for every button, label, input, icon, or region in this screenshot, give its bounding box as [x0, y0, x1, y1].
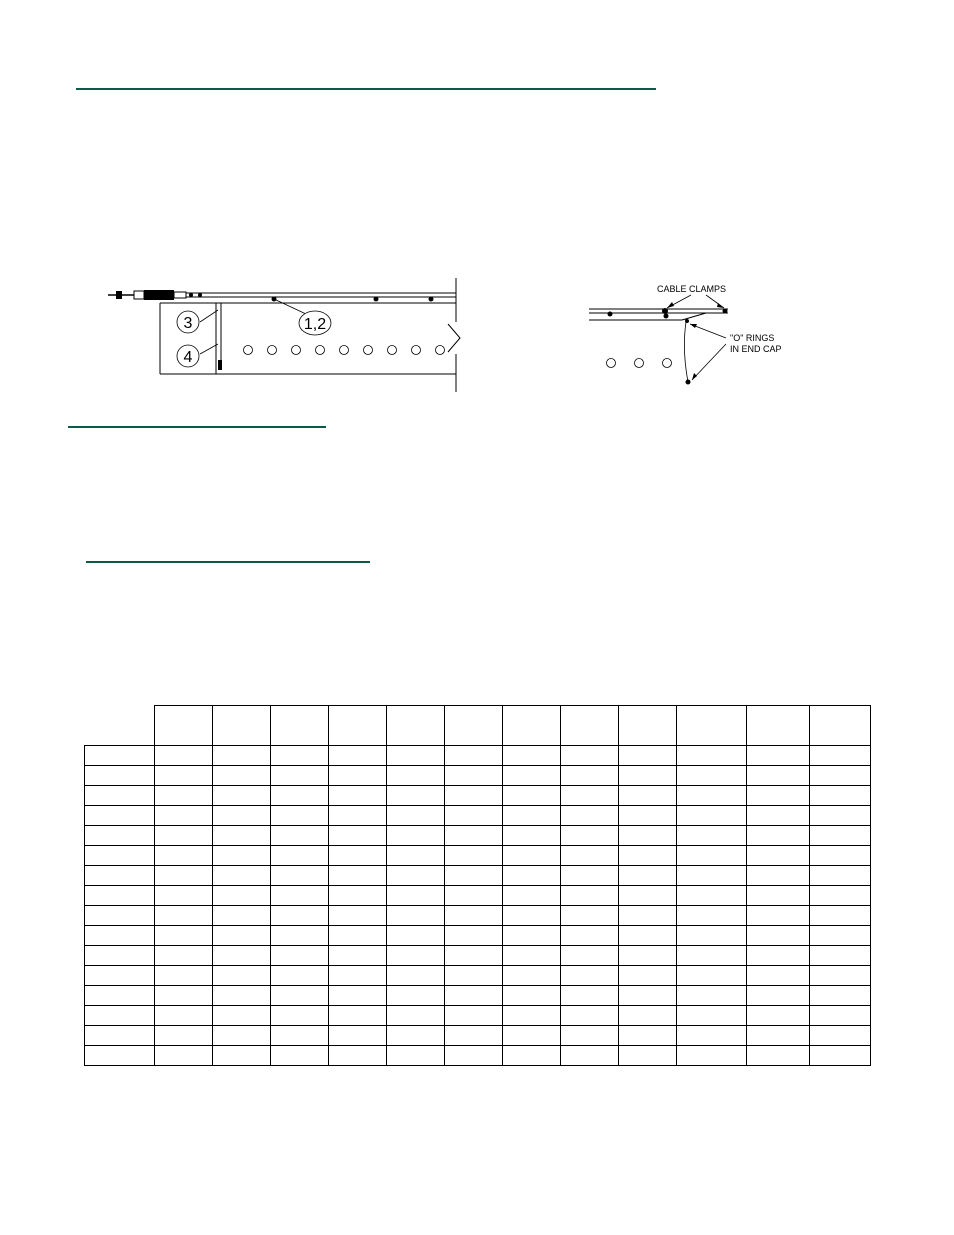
- table-header-cell: [445, 706, 503, 746]
- table-cell: [747, 946, 810, 966]
- table-cell: [155, 866, 213, 886]
- table-row-label-cell: [85, 966, 155, 986]
- table-row: [85, 1026, 871, 1046]
- table-cell: [677, 746, 747, 766]
- table-cell: [445, 866, 503, 886]
- table-row-label-cell: [85, 746, 155, 766]
- table-row-label-cell: [85, 846, 155, 866]
- table-cell: [445, 906, 503, 926]
- table-cell: [155, 886, 213, 906]
- table-cell: [155, 766, 213, 786]
- table-cell: [155, 906, 213, 926]
- table-row: [85, 906, 871, 926]
- table-cell: [155, 806, 213, 826]
- table-cell: [329, 866, 387, 886]
- table-cell: [619, 1026, 677, 1046]
- table-row-label-cell: [85, 986, 155, 1006]
- table-cell: [747, 746, 810, 766]
- table-cell: [329, 1006, 387, 1026]
- table-cell: [810, 826, 871, 846]
- table-cell: [677, 806, 747, 826]
- table-cell: [155, 1026, 213, 1046]
- table-cell: [213, 1006, 271, 1026]
- table-cell: [561, 906, 619, 926]
- table-cell: [810, 766, 871, 786]
- table-cell: [445, 766, 503, 786]
- table-cell: [810, 906, 871, 926]
- table-cell: [561, 886, 619, 906]
- table-header-row: [85, 706, 871, 746]
- table-cell: [213, 866, 271, 886]
- table-cell: [677, 786, 747, 806]
- table-cell: [387, 1026, 445, 1046]
- table-cell: [213, 766, 271, 786]
- table-cell: [503, 926, 561, 946]
- section-heading-rule-1: [76, 88, 656, 90]
- table-cell: [329, 1026, 387, 1046]
- table-cell: [387, 806, 445, 826]
- table-cell: [271, 1026, 329, 1046]
- table-header-cell: [213, 706, 271, 746]
- table-cell: [810, 806, 871, 826]
- table-cell: [810, 966, 871, 986]
- table-cell: [445, 846, 503, 866]
- table-row-label-cell: [85, 1046, 155, 1066]
- table-cell: [387, 906, 445, 926]
- table-row: [85, 866, 871, 886]
- table-row-label-cell: [85, 906, 155, 926]
- table-row-label-cell: [85, 866, 155, 886]
- table-cell: [619, 946, 677, 966]
- section-heading-rule-2: [68, 426, 326, 428]
- table-cell: [619, 1046, 677, 1066]
- table-cell: [503, 906, 561, 926]
- end-cap-hole-row: [607, 359, 672, 368]
- table-row: [85, 986, 871, 1006]
- table-cell: [810, 986, 871, 1006]
- table-cell: [561, 986, 619, 1006]
- table-cell: [810, 926, 871, 946]
- table-cell: [619, 766, 677, 786]
- table-cell: [747, 766, 810, 786]
- table-row: [85, 806, 871, 826]
- table-cell: [747, 866, 810, 886]
- table-cell: [677, 826, 747, 846]
- table-cell: [155, 786, 213, 806]
- table-row-label-cell: [85, 766, 155, 786]
- table-cell: [619, 926, 677, 946]
- table-cell: [213, 746, 271, 766]
- beam-hole-row: [244, 346, 445, 355]
- table-cell: [619, 986, 677, 1006]
- table-header-cell: [329, 706, 387, 746]
- callout-4: 4: [183, 349, 193, 366]
- table-cell: [677, 986, 747, 1006]
- table-cell: [561, 1006, 619, 1026]
- table-cell: [503, 1006, 561, 1026]
- table-header-cell: [387, 706, 445, 746]
- table-cell: [747, 926, 810, 946]
- table-cell: [213, 966, 271, 986]
- table-cell: [271, 886, 329, 906]
- table-row-label-cell: [85, 826, 155, 846]
- table-cell: [271, 986, 329, 1006]
- table-cell: [213, 986, 271, 1006]
- table-cell: [155, 1046, 213, 1066]
- table-row: [85, 926, 871, 946]
- table-cell: [561, 866, 619, 886]
- table-cell: [329, 746, 387, 766]
- table-header-cell: [271, 706, 329, 746]
- table-header-cell: [677, 706, 747, 746]
- table-row-label-cell: [85, 786, 155, 806]
- table-cell: [445, 1026, 503, 1046]
- table-row: [85, 886, 871, 906]
- table-cell: [810, 1046, 871, 1066]
- table-row: [85, 786, 871, 806]
- table-cell: [677, 1046, 747, 1066]
- table-cell: [561, 926, 619, 946]
- table-cell: [329, 806, 387, 826]
- table-header-cell: [503, 706, 561, 746]
- table-cell: [561, 746, 619, 766]
- table-cell: [503, 846, 561, 866]
- table-cell: [619, 906, 677, 926]
- table-header-cell: [747, 706, 810, 746]
- table-cell: [155, 926, 213, 946]
- table-cell: [329, 1046, 387, 1066]
- table-cell: [271, 926, 329, 946]
- table-row-label-cell: [85, 1026, 155, 1046]
- table-cell: [747, 786, 810, 806]
- end-cap-detail-diagram: [586, 280, 816, 392]
- table-cell: [271, 1046, 329, 1066]
- table-cell: [155, 966, 213, 986]
- table-row: [85, 1046, 871, 1066]
- table-row-label-cell: [85, 886, 155, 906]
- table-cell: [503, 806, 561, 826]
- table-cell: [677, 846, 747, 866]
- table-cell: [155, 946, 213, 966]
- table-cell: [619, 806, 677, 826]
- table-cell: [677, 926, 747, 946]
- table-row: [85, 826, 871, 846]
- table-cell: [810, 786, 871, 806]
- table-cell: [503, 946, 561, 966]
- table-cell: [271, 846, 329, 866]
- table-cell: [329, 966, 387, 986]
- table-cell: [213, 826, 271, 846]
- table-cell: [677, 886, 747, 906]
- table-cell: [747, 966, 810, 986]
- table-cell: [561, 1046, 619, 1066]
- table-row: [85, 946, 871, 966]
- table-cell: [677, 1006, 747, 1026]
- table-cell: [619, 826, 677, 846]
- table-cell: [387, 946, 445, 966]
- table-cell: [271, 826, 329, 846]
- table-cell: [155, 986, 213, 1006]
- table-cell: [445, 746, 503, 766]
- table-cell: [387, 1006, 445, 1026]
- table-cell: [387, 746, 445, 766]
- table-cell: [329, 826, 387, 846]
- table-cell: [810, 1006, 871, 1026]
- table-cell: [213, 806, 271, 826]
- table-cell: [503, 786, 561, 806]
- table-corner: [85, 706, 155, 746]
- table-cell: [619, 786, 677, 806]
- table-cell: [677, 766, 747, 786]
- callout-3: 3: [183, 315, 193, 332]
- table-cell: [387, 766, 445, 786]
- table-cell: [503, 766, 561, 786]
- callout-1-2: 1,2: [303, 316, 327, 333]
- table-cell: [213, 1046, 271, 1066]
- table-cell: [810, 886, 871, 906]
- table-cell: [387, 886, 445, 906]
- table-cell: [387, 966, 445, 986]
- table-cell: [619, 886, 677, 906]
- table-cell: [155, 746, 213, 766]
- table-cell: [387, 846, 445, 866]
- table-cell: [810, 746, 871, 766]
- table-cell: [619, 846, 677, 866]
- table-cell: [810, 846, 871, 866]
- beam-cable-diagram: [104, 278, 464, 396]
- table-cell: [445, 1046, 503, 1066]
- table-cell: [503, 1046, 561, 1066]
- table-cell: [329, 906, 387, 926]
- table-cell: [445, 886, 503, 906]
- table-cell: [387, 1046, 445, 1066]
- table-cell: [503, 1026, 561, 1046]
- table-cell: [810, 866, 871, 886]
- table-cell: [445, 946, 503, 966]
- table-cell: [271, 1006, 329, 1026]
- table-cell: [271, 786, 329, 806]
- table-header-cell: [155, 706, 213, 746]
- table-cell: [503, 966, 561, 986]
- table-row: [85, 1006, 871, 1026]
- table-cell: [561, 1026, 619, 1046]
- table-header-cell: [561, 706, 619, 746]
- table-cell: [271, 946, 329, 966]
- table-cell: [271, 866, 329, 886]
- table-cell: [503, 986, 561, 1006]
- table-cell: [747, 1046, 810, 1066]
- table-cell: [329, 846, 387, 866]
- table-cell: [387, 866, 445, 886]
- table-cell: [445, 986, 503, 1006]
- table-row-label-cell: [85, 806, 155, 826]
- table-cell: [329, 926, 387, 946]
- table-cell: [271, 746, 329, 766]
- o-rings-label-line1: "O" RINGS: [730, 333, 775, 343]
- table-cell: [810, 946, 871, 966]
- table-cell: [445, 966, 503, 986]
- table-cell: [329, 886, 387, 906]
- o-rings-label-line2: IN END CAP: [730, 344, 782, 354]
- table-cell: [619, 1006, 677, 1026]
- table-cell: [387, 826, 445, 846]
- table-cell: [445, 786, 503, 806]
- table-cell: [503, 826, 561, 846]
- table-cell: [445, 926, 503, 946]
- table-cell: [561, 946, 619, 966]
- table-cell: [561, 806, 619, 826]
- table-row: [85, 966, 871, 986]
- table-cell: [561, 766, 619, 786]
- table-cell: [619, 866, 677, 886]
- table-cell: [155, 826, 213, 846]
- table-cell: [747, 1026, 810, 1046]
- table-body: [85, 706, 871, 1066]
- table-cell: [387, 986, 445, 1006]
- table-cell: [677, 866, 747, 886]
- table-cell: [747, 886, 810, 906]
- table-cell: [445, 826, 503, 846]
- table-cell: [810, 1026, 871, 1046]
- table-cell: [561, 786, 619, 806]
- table-cell: [155, 846, 213, 866]
- table-cell: [503, 746, 561, 766]
- table-row: [85, 846, 871, 866]
- table-cell: [155, 1006, 213, 1026]
- table-cell: [213, 946, 271, 966]
- table-cell: [561, 826, 619, 846]
- table-cell: [271, 966, 329, 986]
- table-cell: [561, 966, 619, 986]
- table-header-cell: [810, 706, 871, 746]
- section-heading-rule-3: [86, 561, 370, 563]
- table-cell: [213, 906, 271, 926]
- cable-clamps-label: CABLE CLAMPS: [657, 284, 727, 294]
- table-row: [85, 746, 871, 766]
- table-cell: [213, 1026, 271, 1046]
- table-cell: [747, 826, 810, 846]
- table-cell: [677, 906, 747, 926]
- table-cell: [445, 806, 503, 826]
- table-cell: [619, 966, 677, 986]
- table-cell: [329, 946, 387, 966]
- table-cell: [271, 806, 329, 826]
- table-row-label-cell: [85, 946, 155, 966]
- data-table: [84, 705, 871, 1066]
- table-cell: [213, 786, 271, 806]
- table-header-cell: [619, 706, 677, 746]
- table-cell: [329, 786, 387, 806]
- table-cell: [677, 966, 747, 986]
- table-cell: [747, 806, 810, 826]
- table-cell: [503, 886, 561, 906]
- table-cell: [561, 846, 619, 866]
- table-cell: [619, 746, 677, 766]
- table-cell: [503, 866, 561, 886]
- table-cell: [329, 986, 387, 1006]
- table-cell: [329, 766, 387, 786]
- table-cell: [213, 886, 271, 906]
- table-cell: [677, 946, 747, 966]
- table-cell: [387, 786, 445, 806]
- table-row: [85, 766, 871, 786]
- table-row-label-cell: [85, 926, 155, 946]
- table-cell: [271, 906, 329, 926]
- table-cell: [387, 926, 445, 946]
- table-cell: [747, 846, 810, 866]
- table-cell: [213, 846, 271, 866]
- table-cell: [747, 906, 810, 926]
- table-cell: [445, 1006, 503, 1026]
- table-cell: [677, 1026, 747, 1046]
- table-cell: [213, 926, 271, 946]
- table-row-label-cell: [85, 1006, 155, 1026]
- table-cell: [747, 1006, 810, 1026]
- table-cell: [271, 766, 329, 786]
- table-cell: [747, 986, 810, 1006]
